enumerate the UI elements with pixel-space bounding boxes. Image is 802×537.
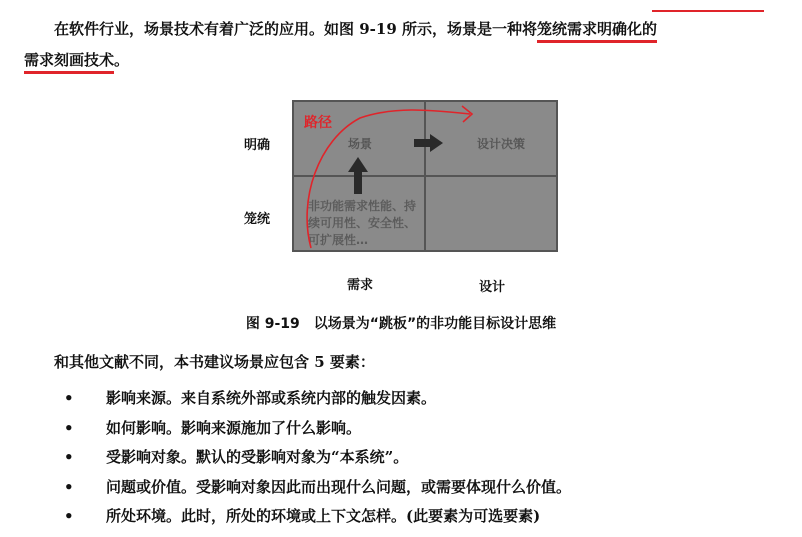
bullet-icon: • <box>64 389 74 407</box>
list-item: • 受影响对象。默认的受影响对象为“本系统”。 <box>64 443 571 473</box>
row-label-clear: 明确 <box>244 138 271 153</box>
elements-intro: 和其他文献不同，本书建议场景应包含 5 要素： <box>54 353 375 371</box>
bullet-icon: • <box>64 418 74 437</box>
element-list <box>64 384 571 532</box>
figure-caption: 图 9-19 以场景为“跳板”的非功能目标设计思维 <box>245 316 557 332</box>
underlined-text: 笼统需求明确化的 <box>537 20 657 43</box>
cell-scene: 场景 <box>348 137 373 151</box>
list-item: • 影响来源。来自系统外部或系统内部的触发因素。 <box>64 384 571 414</box>
bullet-icon: • <box>64 477 74 496</box>
underlined-text: 需求刻画技术 <box>24 51 114 74</box>
arrow-up-icon <box>348 157 368 194</box>
col-label-design: 设计 <box>479 280 506 295</box>
intro-paragraph: 在软件行业，场景技术有着广泛的应用。如图 9-19 所示，场景是一种将笼统需求明确化的 需求刻画技术。 <box>24 14 784 76</box>
cell-nonfunctional: 非功能需求性能、持续可用性、安全性、可扩展性… <box>308 199 417 247</box>
arrow-right-icon <box>414 134 443 152</box>
cell-design-decision: 设计决策 <box>477 137 526 151</box>
col-label-requirement: 需求 <box>347 278 374 293</box>
list-item: • 所处环境。此时，所处的环境或上下文怎样。(此要素为可选要素) <box>64 502 571 532</box>
bullet-icon: • <box>64 448 74 466</box>
bullet-icon: • <box>64 507 74 525</box>
list-item: • 问题或价值。受影响对象因此而出现什么问题，或需要体现什么价值。 <box>64 473 571 503</box>
path-curve <box>307 110 470 248</box>
path-label: 路径 <box>304 115 332 131</box>
row-label-vague: 笼统 <box>244 212 271 227</box>
list-item: • 如何影响。影响来源施加了什么影响。 <box>64 414 571 444</box>
